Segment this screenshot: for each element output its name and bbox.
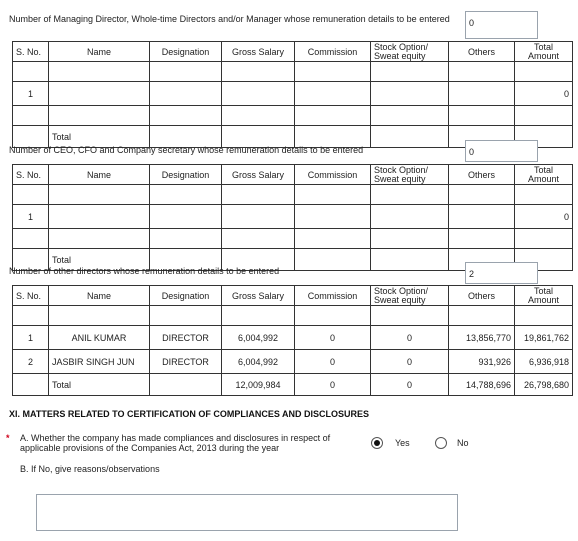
- designation-cell[interactable]: DIRECTOR: [150, 350, 222, 374]
- table-row: [13, 82, 573, 106]
- gross-salary-cell[interactable]: [222, 205, 295, 229]
- row-sno: 2: [13, 350, 49, 374]
- header-total-amount: Total Amount: [515, 286, 573, 306]
- name-cell[interactable]: ANIL KUMAR: [49, 326, 150, 350]
- designation-cell[interactable]: DIRECTOR: [150, 326, 222, 350]
- header-commission: Commission: [295, 42, 371, 62]
- header-others: Others: [449, 165, 515, 185]
- gross-salary-cell[interactable]: [222, 82, 295, 106]
- table-row: [13, 350, 573, 374]
- radio-yes-label: Yes: [395, 438, 410, 448]
- header-stock-option: Stock Option/ Sweat equity: [371, 165, 449, 185]
- header-commission: Commission: [295, 165, 371, 185]
- stock-option-cell[interactable]: 0: [371, 326, 449, 350]
- gross-salary-cell[interactable]: 6,004,992: [222, 350, 295, 374]
- name-cell[interactable]: [49, 82, 150, 106]
- header-name: Name: [49, 165, 150, 185]
- row-total-amount: 19,861,762: [515, 326, 573, 350]
- others-cell[interactable]: [449, 205, 515, 229]
- total-stock-option: 0: [371, 374, 449, 396]
- radio-yes[interactable]: [371, 437, 383, 449]
- other-directors-remuneration-table: [12, 285, 573, 396]
- header-designation: Designation: [150, 42, 222, 62]
- header-others: Others: [449, 286, 515, 306]
- name-cell[interactable]: [49, 205, 150, 229]
- header-stock-option: Stock Option/ Sweat equity: [371, 42, 449, 62]
- total-label: Total: [49, 249, 150, 271]
- header-designation: Designation: [150, 286, 222, 306]
- header-gross-salary: Gross Salary: [222, 42, 295, 62]
- header-commission: Commission: [295, 286, 371, 306]
- stock-option-cell[interactable]: [371, 82, 449, 106]
- question-a-text: A. Whether the company has made compliances and disclosures in respect of applicable provisions of the Companies Act, 2013 during the year: [20, 433, 331, 453]
- other-directors-count-input[interactable]: 2: [465, 262, 538, 284]
- row-total-amount: 0: [515, 82, 573, 106]
- commission-cell[interactable]: 0: [295, 350, 371, 374]
- question-b-text: B. If No, give reasons/observations: [20, 464, 160, 474]
- others-cell[interactable]: 931,926: [449, 350, 515, 374]
- other-directors-count-label: Number of other directors whose remuneration details to be entered: [9, 266, 280, 276]
- commission-cell[interactable]: [295, 205, 371, 229]
- others-cell[interactable]: 13,856,770: [449, 326, 515, 350]
- total-others: 14,788,696: [449, 374, 515, 396]
- gross-salary-cell[interactable]: 6,004,992: [222, 326, 295, 350]
- total-commission: 0: [295, 374, 371, 396]
- md-count-label: Number of Managing Director, Whole-time Directors and/or Manager whose remuneration details to be entered: [9, 14, 450, 24]
- section-xi-title: XI. MATTERS RELATED TO CERTIFICATION OF COMPLIANCES AND DISCLOSURES: [9, 409, 370, 419]
- table-row: [13, 205, 573, 229]
- table-row: [13, 326, 573, 350]
- commission-cell[interactable]: 0: [295, 326, 371, 350]
- md-remuneration-table: [12, 41, 573, 148]
- header-sno: S. No.: [13, 286, 49, 306]
- header-others: Others: [449, 42, 515, 62]
- stock-option-cell[interactable]: [371, 205, 449, 229]
- row-sno: 1: [13, 326, 49, 350]
- name-cell[interactable]: JASBIR SINGH JUN: [49, 350, 150, 374]
- row-total-amount: 0: [515, 205, 573, 229]
- stock-option-cell[interactable]: 0: [371, 350, 449, 374]
- designation-cell[interactable]: [150, 205, 222, 229]
- required-marker: *: [6, 433, 10, 443]
- header-sno: S. No.: [13, 42, 49, 62]
- total-row: [13, 374, 573, 396]
- total-gross-salary: 12,009,984: [222, 374, 295, 396]
- others-cell[interactable]: [449, 82, 515, 106]
- header-gross-salary: Gross Salary: [222, 165, 295, 185]
- row-sno: 1: [13, 205, 49, 229]
- header-stock-option: Stock Option/ Sweat equity: [371, 286, 449, 306]
- commission-cell[interactable]: [295, 82, 371, 106]
- header-gross-salary: Gross Salary: [222, 286, 295, 306]
- radio-no[interactable]: [435, 437, 447, 449]
- reasons-textarea[interactable]: [36, 494, 458, 531]
- radio-no-label: No: [457, 438, 469, 448]
- ceo-count-input[interactable]: 0: [465, 140, 538, 162]
- total-label: Total: [49, 374, 150, 396]
- ceo-remuneration-table: [12, 164, 573, 271]
- header-total-amount: Total Amount: [515, 165, 573, 185]
- total-total-amount: 26,798,680: [515, 374, 573, 396]
- header-designation: Designation: [150, 165, 222, 185]
- total-label: Total: [49, 126, 150, 148]
- header-total-amount: Total Amount: [515, 42, 573, 62]
- row-sno: 1: [13, 82, 49, 106]
- row-total-amount: 6,936,918: [515, 350, 573, 374]
- designation-cell[interactable]: [150, 82, 222, 106]
- header-sno: S. No.: [13, 165, 49, 185]
- header-name: Name: [49, 42, 150, 62]
- header-name: Name: [49, 286, 150, 306]
- ceo-count-label: Number of CEO, CFO and Company secretary whose remuneration details to be entered: [9, 145, 364, 155]
- md-count-input[interactable]: 0: [465, 11, 538, 39]
